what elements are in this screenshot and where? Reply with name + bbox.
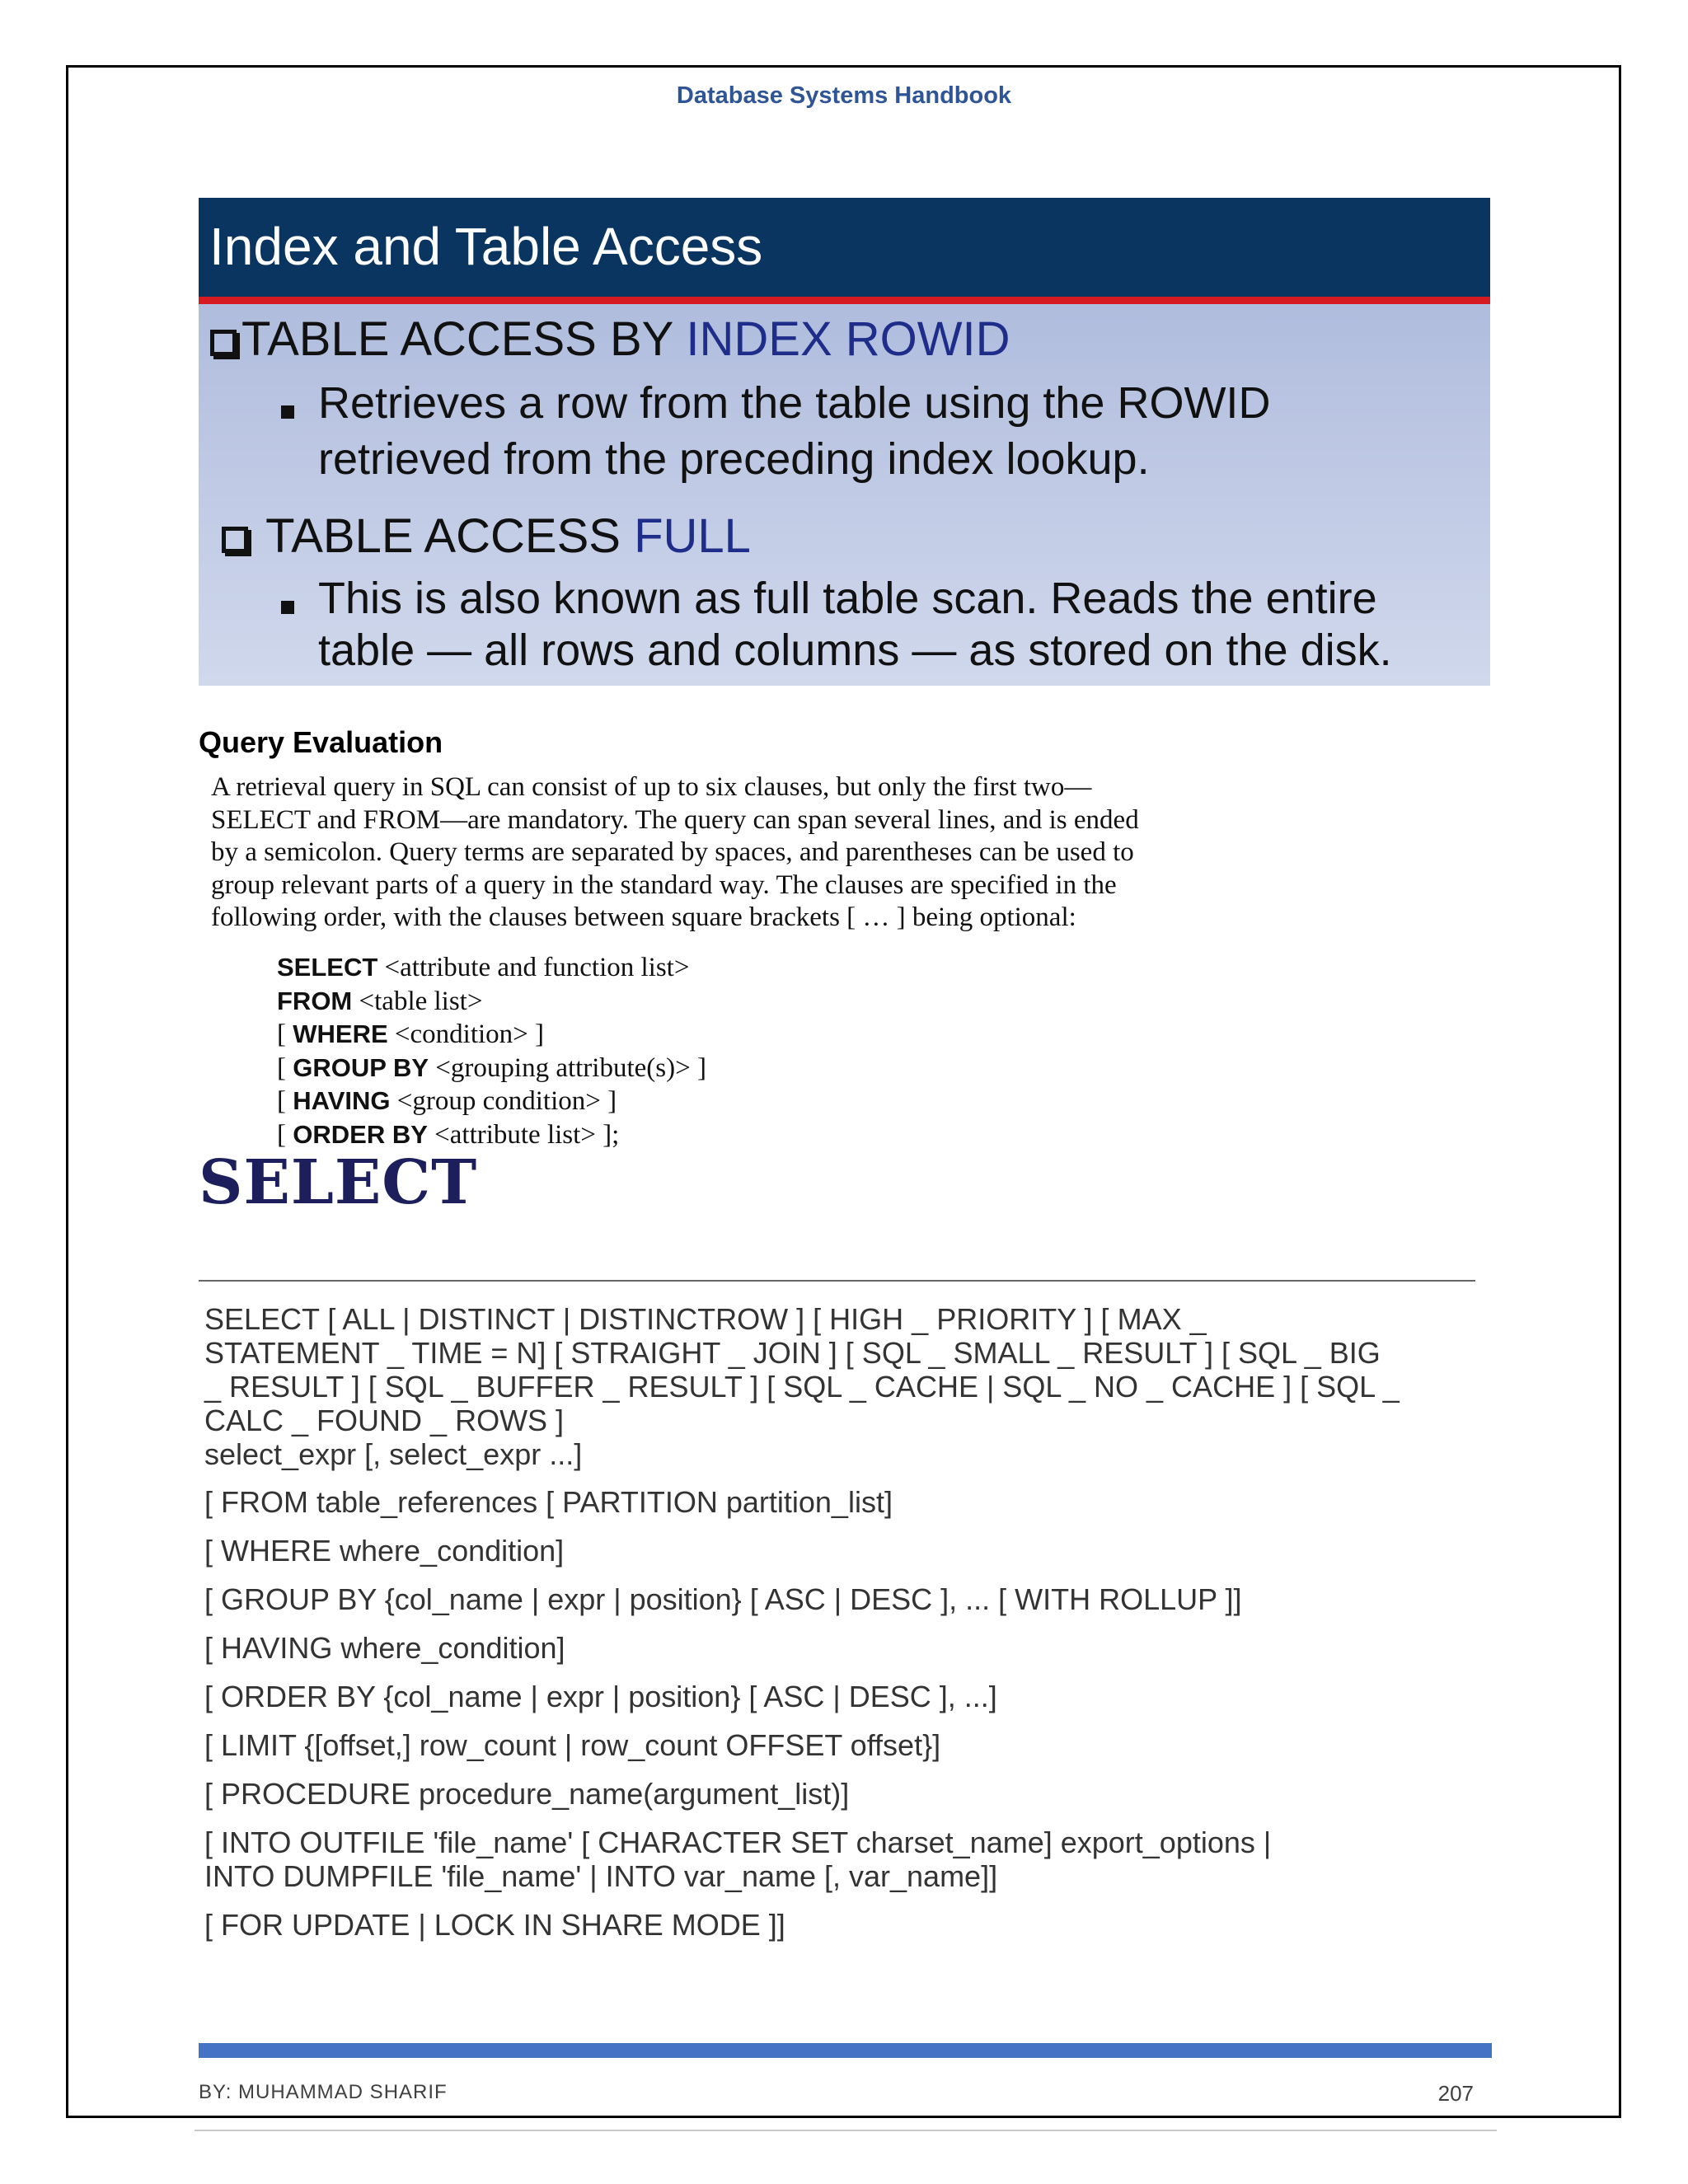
syntax-order-by: [ ORDER BY {col_name | expr | position} [ ASC | DESC ], ...]: [204, 1680, 997, 1713]
syntax-having: [ HAVING where_condition]: [204, 1631, 565, 1665]
slide-heading-full: [222, 509, 751, 564]
query-evaluation-paragraph: [211, 771, 1480, 935]
select-syntax-intro: [204, 1302, 1400, 1471]
syntax-for-update: [ FOR UPDATE | LOCK IN SHARE MODE ]]: [204, 1908, 785, 1942]
footer-bar: [199, 2043, 1492, 2058]
slide-bullet-line: This is also known as full table scan. Reads the entire: [318, 574, 1377, 623]
clause-rest: <condition> ]: [387, 1019, 545, 1050]
clause-rest: <group condition> ]: [390, 1086, 617, 1117]
slide-bullet-line: table — all rows and columns — as stored on the disk.: [318, 626, 1392, 675]
footer-author: BY: MUHAMMAD SHARIF: [199, 2081, 448, 2103]
checkbox-icon: [222, 527, 248, 553]
paragraph-line: following order, with the clauses between square brackets [ … ] being optional:: [211, 902, 1076, 932]
clause-rest: <attribute and function list>: [377, 953, 690, 982]
paragraph-line: by a semicolon. Query terms are separated by spaces, and parentheses can be used to: [211, 837, 1134, 867]
page-number: 207: [1437, 2081, 1474, 2106]
clause-row: [277, 985, 706, 1019]
paragraph-line: group relevant parts of a query in the standard way. The clauses are specified in the: [211, 869, 1117, 900]
heading-highlight: INDEX ROWID: [686, 312, 1010, 366]
syntax-line: SELECT [ ALL | DISTINCT | DISTINCTROW ] [ HIGH _ PRIORITY ] [ MAX _: [204, 1302, 1207, 1336]
clause-open: [: [277, 1052, 293, 1083]
syntax-line: STATEMENT _ TIME = N] [ STRAIGHT _ JOIN ] [ SQL _ SMALL _ RESULT ] [ SQL _ BIG: [204, 1336, 1381, 1370]
bullet-icon: [281, 405, 294, 419]
slide-title: Index and Table Access: [209, 217, 763, 276]
clause-row: [277, 951, 706, 985]
select-title: SELECT: [199, 1147, 478, 1218]
heading-highlight: FULL: [634, 509, 751, 563]
checkbox-icon: [210, 330, 237, 356]
slide-bullet-line: retrieved from the preceding index lookup.: [318, 434, 1150, 484]
syntax-limit: [ LIMIT {[offset,] row_count | row_count OFFSET offset}]: [204, 1728, 941, 1762]
slide-heading-index-rowid: [210, 312, 1010, 367]
syntax-procedure: [ PROCEDURE procedure_name(argument_list)]: [204, 1777, 850, 1811]
divider: [199, 1280, 1475, 1282]
clause-rest: <attribute list> ];: [427, 1119, 620, 1150]
clause-row: [277, 1052, 706, 1085]
slide-accent-bar: [199, 297, 1490, 304]
syntax-where: [ WHERE where_condition]: [204, 1534, 565, 1568]
heading-prefix: TABLE ACCESS: [265, 509, 635, 563]
section-heading-query-evaluation: Query Evaluation: [199, 725, 443, 759]
slide-bullet-line: Retrieves a row from the table using the ROWID: [318, 378, 1271, 428]
clause-keyword: WHERE: [293, 1019, 388, 1049]
heading-prefix: TABLE ACCESS BY: [241, 312, 687, 366]
clause-keyword: GROUP BY: [293, 1052, 429, 1082]
bullet-icon: [281, 601, 294, 614]
clause-rest: <grouping attribute(s)> ]: [429, 1052, 706, 1083]
clause-keyword: SELECT: [277, 953, 378, 982]
syntax-group-by: [ GROUP BY {col_name | expr | position} [ ASC | DESC ], ... [ WITH ROLLUP ]]: [204, 1582, 1242, 1616]
clause-keyword: ORDER BY: [293, 1119, 428, 1149]
bottom-rule: [195, 2130, 1497, 2131]
clause-row: [277, 1085, 706, 1118]
paragraph-line: A retrieval query in SQL can consist of up to six clauses, but only the first two—: [211, 772, 1092, 802]
syntax-line: _ RESULT ] [ SQL _ BUFFER _ RESULT ] [ SQL _ CACHE | SQL _ NO _ CACHE ] [ SQL _: [204, 1370, 1400, 1404]
clause-keyword: HAVING: [293, 1086, 391, 1116]
header-title: Database Systems Handbook: [676, 82, 1012, 109]
slide-image: [199, 198, 1490, 686]
clause-row: [277, 1018, 706, 1052]
sql-clause-list: [277, 951, 706, 1152]
clause-rest: <table list>: [352, 986, 483, 1016]
syntax-into-line: [ INTO OUTFILE 'file_name' [ CHARACTER SET charset_name] export_options |: [204, 1825, 1272, 1859]
syntax-line: CALC _ FOUND _ ROWS ]: [204, 1404, 565, 1437]
syntax-into-line: INTO DUMPFILE 'file_name' | INTO var_name [, var_name]]: [204, 1859, 998, 1893]
slide-title-bar: [199, 198, 1490, 297]
clause-open: [: [277, 1119, 293, 1150]
clause-keyword: FROM: [277, 986, 353, 1015]
paragraph-line: SELECT and FROM—are mandatory. The query can span several lines, and is ended: [211, 804, 1139, 835]
clause-open: [: [277, 1019, 293, 1050]
syntax-line: select_expr [, select_expr ...]: [204, 1437, 583, 1471]
syntax-from: [ FROM table_references [ PARTITION partition_list]: [204, 1485, 893, 1519]
clause-open: [: [277, 1086, 293, 1117]
